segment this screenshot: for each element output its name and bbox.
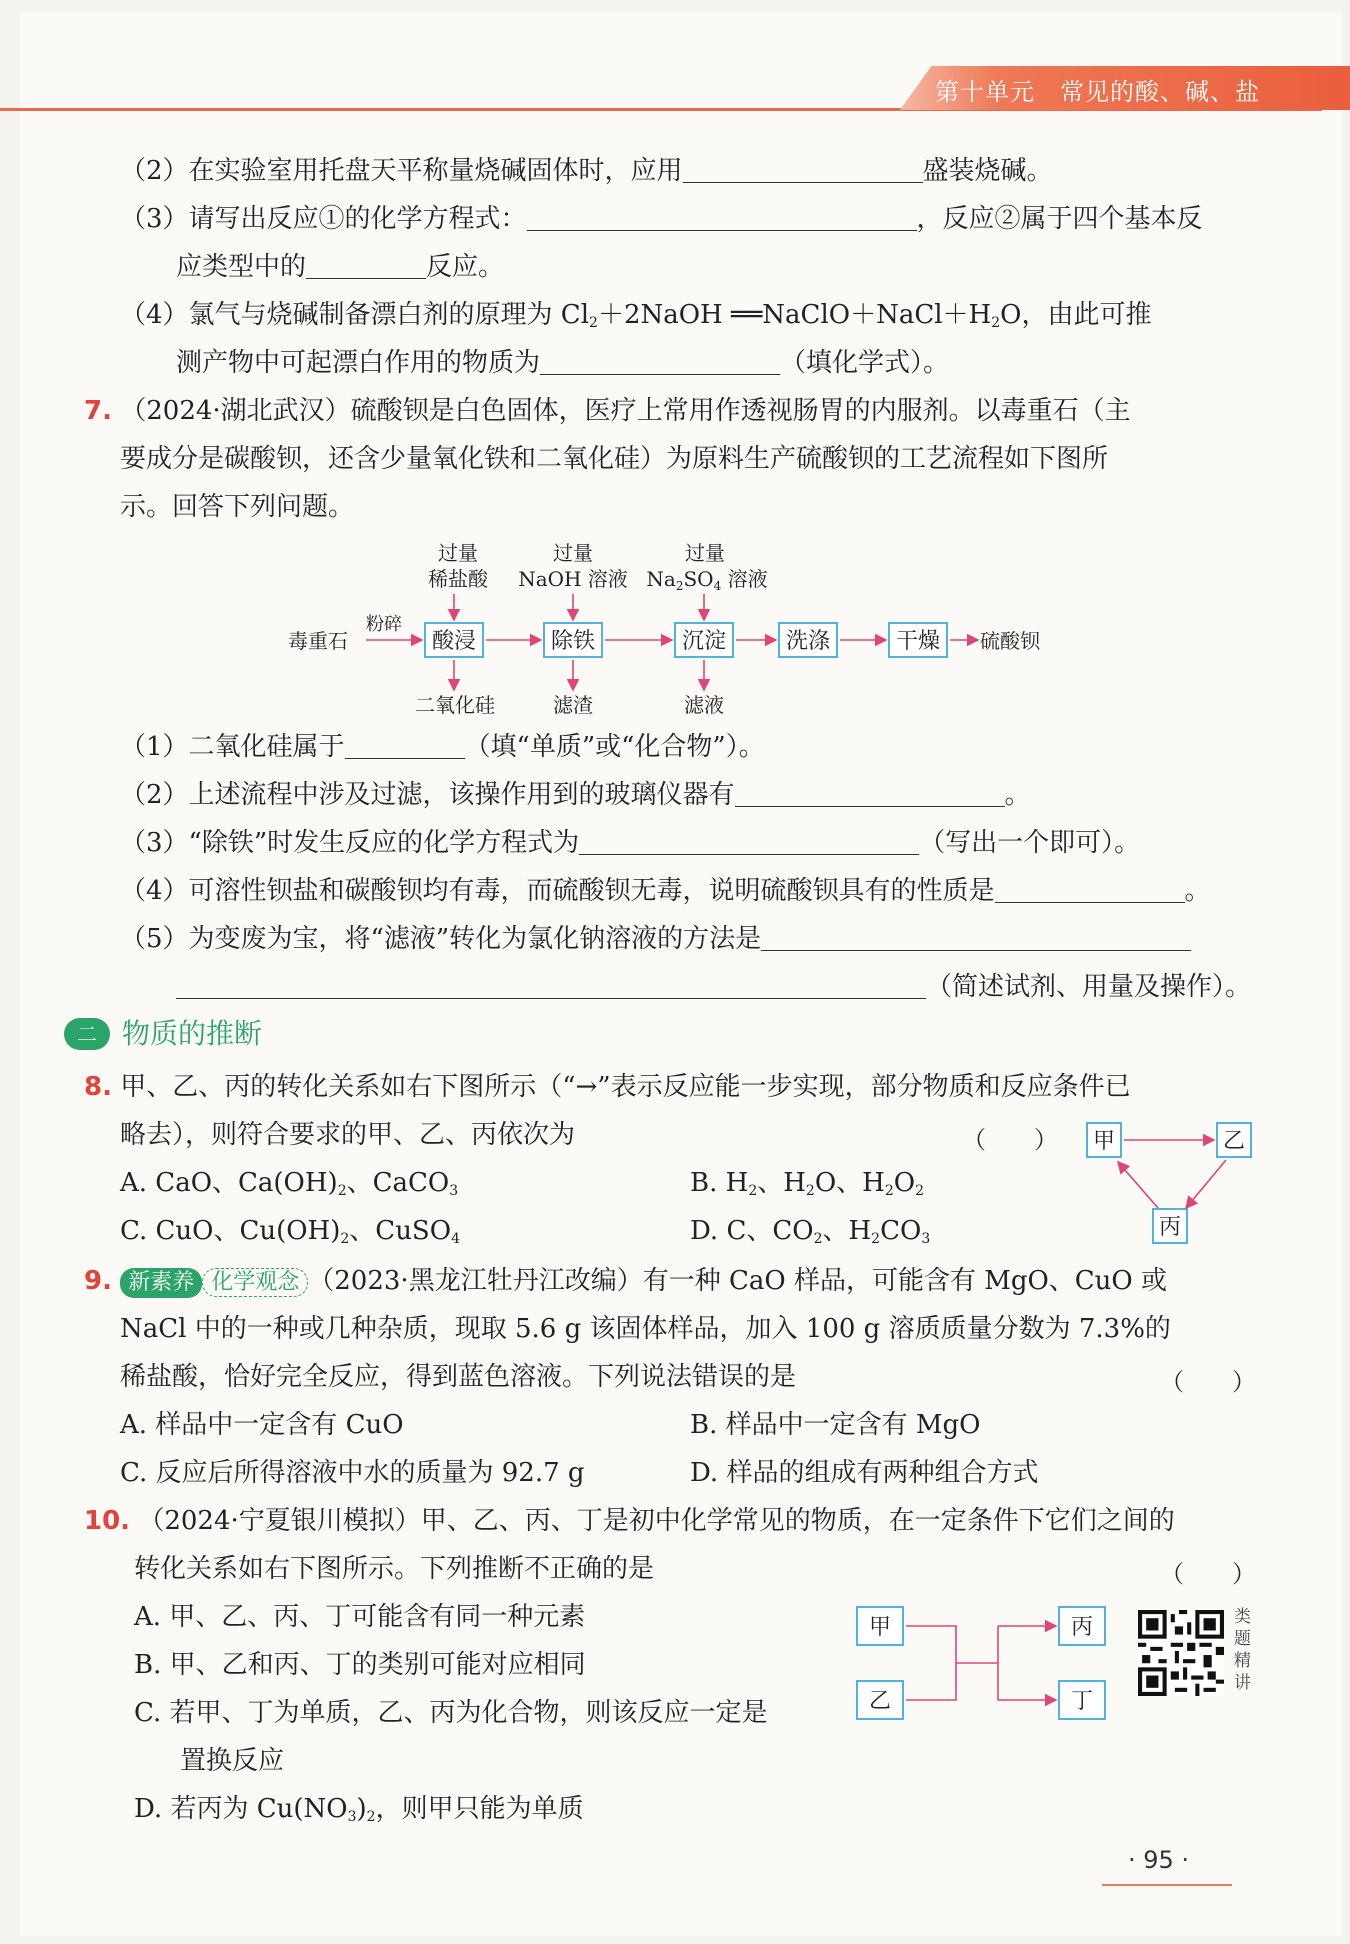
q6-part3-text-c: 应类型中的	[176, 252, 307, 282]
flow-box-drying: 干燥	[888, 622, 948, 658]
q7-sub1-text: （1）二氧化硅属于	[120, 732, 345, 762]
diagram-node-b: 乙	[1216, 1122, 1252, 1158]
qr-code-icon	[1138, 1610, 1224, 1696]
start-material: 毒重石	[288, 629, 348, 653]
q6-part4-eq: ＋2NaOH ══NaClO＋NaCl＋H	[597, 300, 992, 330]
q10-stem-line2: 转化关系如右下图所示。下列推断不正确的是	[134, 1554, 655, 1584]
answer-paren[interactable]: （ ）	[1160, 1560, 1256, 1588]
output-label: 滤液	[684, 693, 724, 717]
q9-option-c[interactable]: C. 反应后所得溶液中水的质量为 92.7 g	[120, 1458, 585, 1488]
q6-part2-text-end: 盛装烧碱。	[922, 156, 1053, 186]
section-title: 物质的推断	[122, 1017, 263, 1050]
q7-sub5-text-end: （简述试剂、用量及操作）。	[926, 972, 1252, 1002]
question-number: 9.	[84, 1266, 112, 1296]
reagent-label: 过量	[685, 541, 725, 565]
question-number: 8.	[84, 1072, 112, 1102]
q9-option-d[interactable]: D. 样品的组成有两种组合方式	[690, 1458, 1039, 1488]
q6-part3-text-b: ，反应②属于四个基本反	[916, 204, 1203, 234]
q6-part4-text-c: O，由此可推	[1000, 300, 1152, 330]
q8-option-a[interactable]: A. CaO、$Ca(OH)_2$、CaCO$_3$	[120, 1168, 459, 1199]
flow-box-iron-removal: 除铁	[543, 622, 603, 658]
qr-caption: 类 题 精 讲	[1234, 1607, 1251, 1693]
q6-part4-text-d: 测产物中可起漂白作用的物质为	[176, 348, 541, 378]
q7-sub5-text: （5）为变废为宝，将“滤液”转化为氯化钠溶液的方法是	[120, 924, 762, 954]
q7-sub3-text: （3）“除铁”时发生反应的化学方程式为	[120, 828, 580, 858]
step-label: 粉碎	[366, 614, 402, 635]
subscript: 2	[991, 315, 1001, 331]
flow-box-precipitation: 沉淀	[674, 622, 734, 658]
q10-text: （2024·宁夏银川模拟）甲、乙、丙、丁是初中化学常见的物质，在一定条件下它们之间的	[138, 1506, 1175, 1536]
reagent-label: 过量	[553, 541, 593, 565]
question-number: 10.	[84, 1506, 131, 1536]
q10-option-c[interactable]: C. 若甲、丁为单质，乙、丙为化合物，则该反应一定是	[134, 1698, 768, 1728]
diagram-node-c: 丙	[1058, 1606, 1106, 1646]
answer-paren[interactable]: （ ）	[962, 1126, 1058, 1154]
subscript: 2	[589, 315, 598, 331]
q10-option-a[interactable]: A. 甲、乙、丙、丁可能含有同一种元素	[134, 1602, 586, 1632]
section-number-icon: 二	[64, 1018, 110, 1050]
diagram-node-a: 甲	[856, 1606, 904, 1646]
q9-option-a[interactable]: A. 样品中一定含有 CuO	[120, 1410, 404, 1440]
q6-part3-text: （3）请写出反应①的化学方程式：	[120, 204, 527, 234]
q6-part3-text-d: 反应。	[426, 252, 505, 282]
q8-stem-line2: 略去），则符合要求的甲、乙、丙依次为	[120, 1120, 576, 1150]
new-literacy-badge: 新素养	[120, 1268, 202, 1298]
q7-text: （2024·湖北武汉）硫酸钡是白色固体，医疗上常用作透视肠胃的内服剂。以毒重石（主	[120, 396, 1131, 426]
q8-option-c[interactable]: C. CuO、$Cu(OH)_2$、CuSO$_4$	[120, 1216, 460, 1247]
reagent-label: 过量	[438, 541, 478, 565]
q10-option-d[interactable]: D. 若丙为 $Cu(NO_3)_2$，则甲只能为单质	[134, 1794, 584, 1825]
q6-part4-text-e: （填化学式）。	[780, 348, 950, 378]
q10-option-b[interactable]: B. 甲、乙和丙、丁的类别可能对应相同	[134, 1650, 586, 1680]
q7-stem-line3: 示。回答下列问题。	[120, 492, 355, 522]
diagram-node-d: 丁	[1058, 1680, 1106, 1720]
q7-sub2-text-end: 。	[1004, 780, 1031, 810]
q8-option-d[interactable]: D. C、$CO_2$、$H_2CO_3$	[690, 1216, 931, 1247]
q7-sub1-text-end: （填“单质”或“化合物”）。	[464, 732, 765, 762]
q10-option-c-cont: 置换反应	[180, 1746, 285, 1776]
end-product: 硫酸钡	[980, 629, 1040, 653]
page-number: · 95 ·	[1128, 1846, 1190, 1874]
q9-stem-line3: 稀盐酸，恰好完全反应，得到蓝色溶液。下列说法错误的是	[120, 1362, 797, 1392]
output-label: 二氧化硅	[415, 693, 495, 717]
reagent-label: $Na_2SO_4$ 溶液	[646, 567, 768, 593]
q7-sub4-text: （4）可溶性钡盐和碳酸钡均有毒，而硫酸钡无毒，说明硫酸钡具有的性质是	[120, 876, 995, 906]
q8-text: 甲、乙、丙的转化关系如右下图所示（“→”表示反应能一步实现，部分物质和反应条件已	[120, 1072, 1131, 1102]
q7-stem-line2: 要成分是碳酸钡，还含少量氧化铁和二氧化硅）为原料生产硫酸钡的工艺流程如下图所	[120, 444, 1109, 474]
flow-box-washing: 洗涤	[778, 622, 838, 658]
q7-sub3-text-end: （写出一个即可）。	[919, 828, 1141, 858]
chemistry-concept-badge: 化学观念	[202, 1268, 308, 1297]
answer-paren[interactable]: （ ）	[1160, 1368, 1256, 1396]
unit-title: 第十单元 常见的酸、碱、盐	[935, 78, 1260, 106]
page-number-rule	[1102, 1884, 1232, 1886]
diagram-node-c: 丙	[1152, 1208, 1188, 1244]
q8-option-b[interactable]: B. $H_2$、$H_2O$、$H_2O_2$	[690, 1168, 925, 1199]
question-number: 7.	[84, 396, 112, 426]
q7-sub2-text: （2）上述流程中涉及过滤，该操作用到的玻璃仪器有	[120, 780, 735, 810]
q7-sub4-text-end: 。	[1184, 876, 1211, 906]
q6-part4-text: （4）氯气与烧碱制备漂白剂的原理为 Cl	[120, 300, 590, 330]
q9-stem-line2: NaCl 中的一种或几种杂质，现取 5.6 g 该固体样品，加入 100 g 溶质质量分数为 7.3%的	[120, 1314, 1171, 1344]
qr-code[interactable]	[1138, 1610, 1224, 1696]
flow-box-acid-leach: 酸浸	[424, 622, 484, 658]
q6-part2-text: （2）在实验室用托盘天平称量烧碱固体时，应用	[120, 156, 683, 186]
diagram-node-a: 甲	[1086, 1122, 1122, 1158]
q9-option-b[interactable]: B. 样品中一定含有 MgO	[690, 1410, 981, 1440]
reagent-label: 稀盐酸	[428, 567, 488, 591]
reagent-label: NaOH 溶液	[518, 567, 628, 591]
diagram-node-b: 乙	[856, 1680, 904, 1720]
q9-text: （2023·黑龙江牡丹江改编）有一种 CaO 样品，可能含有 MgO、CuO 或	[308, 1266, 1168, 1296]
output-label: 滤渣	[553, 693, 593, 717]
